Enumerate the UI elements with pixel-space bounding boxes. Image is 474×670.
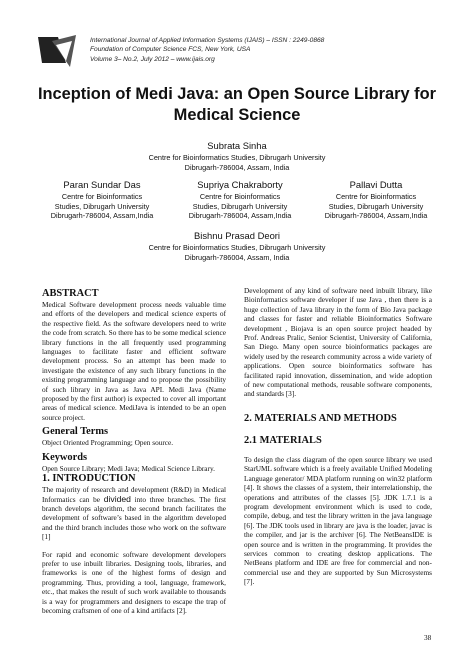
author-name: Supriya Chakraborty: [197, 179, 283, 190]
journal-publisher: Foundation of Computer Science FCS, New York, USA: [90, 46, 251, 54]
right-paragraph-1: Development of any kind of software need inbuilt library, like Bioinformatics software developer if use Java , then there is a huge collection of Java library in the form of Bio Java package and classes for faster and reliable Bioinformatics Software development , Biojava is an open source project headed by Prof. Andreas Pralic, Senior Scientist, University of California, San Diego. Many open source bioinformatics packages are widely used by the research community across a wide variety of applications. Open source bioinformatics software has facilitated rapid innovation, dissemination, and wide adoption of new computational methods, reusable software components, and standards [3].: [244, 286, 432, 399]
journal-volume: Volume 3– No.2, July 2012 – www.ijais.org: [90, 55, 215, 63]
keywords-text: Open Source Library; Medi Java; Medical Science Library.: [42, 463, 215, 473]
general-terms-heading: General Terms: [42, 426, 109, 438]
right-column: [244, 286, 432, 587]
author-block-2: Paran Sundar Das Centre for Bioinformatics Studies, Dibrugarh University Dibrugarh-786004, Assam,India: [32, 179, 172, 221]
author-name: Subrata Sinha: [207, 140, 267, 151]
author-name: Pallavi Dutta: [349, 179, 403, 190]
author-block-3: Supriya Chakraborty Centre for Bioinformatics Studies, Dibrugarh University Dibrugarh-786004, Assam,India: [170, 179, 310, 221]
materials-subheading: 2.1 MATERIALS: [244, 434, 322, 446]
abstract-text: Medical Software development process needs valuable time and efforts of the developers and medical science experts of the respective field. As the software developers need to write the code from scratch. So there has to be some medical science library functions in the all frequently used programming languages to facilitate faster and efficient software development process. So an attempt has been made to investigate the existence of any such library functions in the existing programming language and to propose the possibility of such library in Java as Java API. Medi Java (Name proposed by the first author) is expected to cover all important areas of medical science. MediJava is intended to be an open source project.: [42, 300, 226, 422]
materials-paragraph: To design the class diagram of the open source library we used StarUML software which is a freely available Unified Modeling Language generator/ MDA platform running on win32 platform [4]. It shows the classes of a system, their interrelationship, the operations and attributes of the classes [5]. JDK 1.7.1 is a program development environment which is used to code, compile, debug, and test the library written in the java language [6]. The JDK tools used in library are java is the loader, javac is the compiler, and jar is the archiver [6]. The NetBeansIDE is open source and is written in the programming. It provides the services common to creating desktop applications. The NetBeans platform and IDE are free for commercial and non-commercial use and they are supported by Sun Microsystems [7].: [244, 454, 432, 587]
page-number: 38: [424, 633, 432, 642]
intro-paragraph-1: The majority of research and development (R&D) in Medical Informatics can be divided into three branches. The first branch develops algorithm, the second branch facilitates the development of software’s based in the algorithm developed and the third branch includes those who work on the software [1]: [42, 485, 227, 542]
intro-paragraph-2: For rapid and economic software development developers prefer to use inbuilt libraries. Designing tools, libraries, and frameworks is one of the highest forms of design and programming. Thus, providing a tool, language, framework, etc., that makes the result of such work available to thousands is a way for programmers and designers to escape the trap of becoming craftsmen of one of a kind artifacts [2].: [42, 549, 226, 615]
left-column: [42, 288, 226, 615]
author-name: Paran Sundar Das: [63, 179, 141, 190]
author-block-5: Bishnu Prasad Deori Centre for Bioinformatics Studies, Dibrugarh University Dibrugarh-786004, Assam, India: [0, 230, 474, 262]
introduction-heading: 1. INTRODUCTION: [42, 473, 136, 485]
journal-header: [90, 36, 324, 64]
author-name: Bishnu Prasad Deori: [194, 230, 280, 241]
journal-logo: [36, 33, 80, 69]
abstract-heading: ABSTRACT: [42, 288, 99, 299]
divided-word: divided: [103, 493, 131, 504]
journal-name: International Journal of Applied Information Systems (IJAIS) – ISSN : 2249-0868: [90, 37, 325, 44]
author-address: Dibrugarh-786004, Assam, India: [184, 162, 290, 172]
paper-title: Inception of Medi Java: an Open Source Library for Medical Science: [37, 85, 436, 124]
author-affiliation: Centre for Bioinformatics Studies, Dibrugarh University: [148, 153, 326, 162]
materials-methods-heading: 2. MATERIALS AND METHODS: [244, 412, 397, 424]
author-block-1: [0, 140, 474, 172]
keywords-heading: Keywords: [42, 451, 88, 463]
author-block-4: Pallavi Dutta Centre for Bioinformatics Studies, Dibrugarh University Dibrugarh-786004, Assam,India: [306, 179, 446, 221]
general-terms-text: Object Oriented Programming; Open source.: [42, 438, 174, 448]
